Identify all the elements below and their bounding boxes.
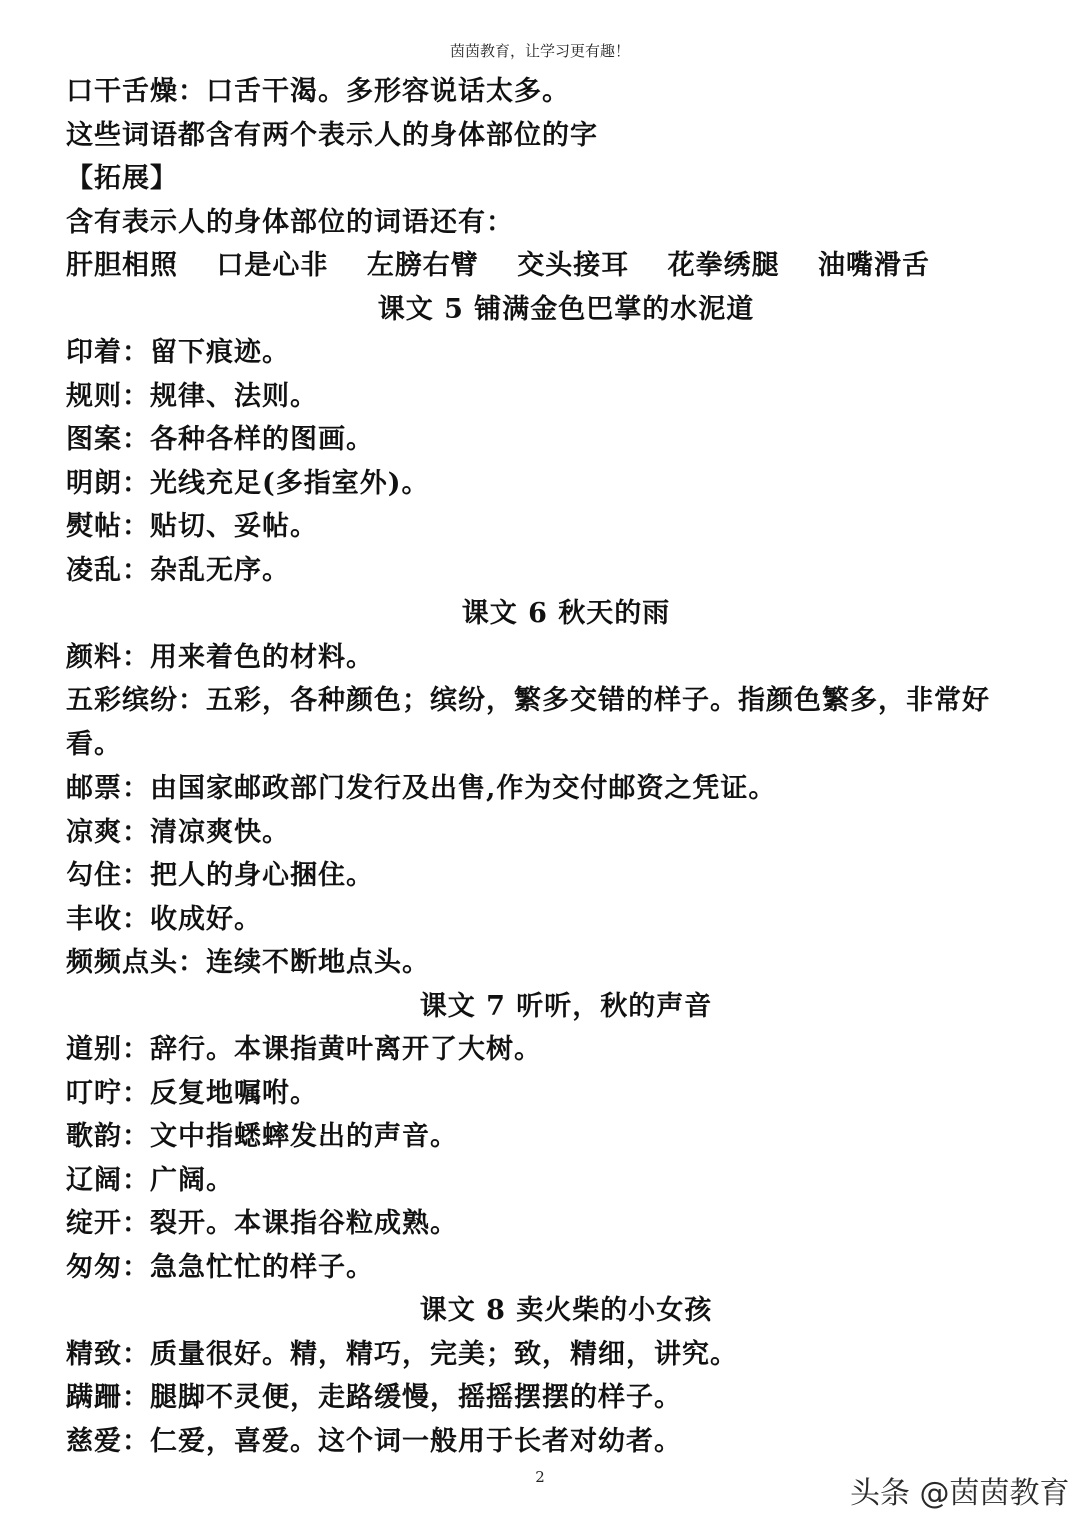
vocab-item: 叮咛：反复地嘱咐。 [66, 1077, 318, 1109]
vocab-item: 歌韵：文中指蟋蟀发出的声音。 [66, 1121, 458, 1152]
vocab-item: 频频点头：连续不断地点头。 [66, 947, 430, 978]
expand-word: 油嘴滑舌 [818, 250, 931, 281]
expand-word: 花拳绣腿 [667, 250, 780, 281]
page-header: 茵茵教育，让学习更有趣！ [449, 42, 630, 60]
vocab-item: 丰收：收成好。 [66, 903, 262, 935]
text-line: 含有表示人的身体部位的词语还有： [66, 206, 514, 238]
lesson-5-title: 课文 5 铺满金色巴掌的水泥道 [377, 293, 755, 325]
vocab-item: 明朗：光线充足(多指室外)。 [66, 467, 430, 499]
lesson-6-title: 课文 6 秋天的雨 [461, 598, 671, 629]
expand-word: 左膀右臂 [366, 250, 479, 281]
vocab-item: 绽开：裂开。本课指谷粒成熟。 [66, 1208, 458, 1239]
expand-word: 肝胆相照 [66, 250, 178, 281]
watermark: 头条 @茵茵教育 [850, 1476, 1070, 1511]
vocab-item: 邮票：由国家邮政部门发行及出售,作为交付邮资之凭证。 [66, 773, 777, 804]
vocab-item: 蹒跚：腿脚不灵便，走路缓慢，摇摇摆摆的样子。 [66, 1382, 682, 1413]
vocab-item: 凌乱：杂乱无序。 [66, 554, 290, 586]
vocab-item: 慈爱：仁爱，喜爱。这个词一般用于长者对幼者。 [66, 1425, 682, 1457]
lesson-7-title: 课文 7 听听，秋的声音 [419, 990, 713, 1022]
vocab-item: 凉爽：清凉爽快。 [66, 816, 290, 848]
expand-word-list [66, 244, 1026, 288]
vocab-item: 规则：规律、法则。 [66, 380, 318, 412]
vocab-item: 图案：各种各样的图画。 [66, 424, 374, 455]
vocab-item: 印着：留下痕迹。 [66, 337, 290, 368]
vocab-item: 精致：质量很好。精，精巧，完美；致，精细，讲究。 [66, 1338, 738, 1370]
document-body [66, 70, 1026, 1463]
vocab-item: 颜料：用来着色的材料。 [66, 641, 374, 673]
vocab-item: 匆匆：急急忙忙的样子。 [66, 1251, 374, 1283]
expand-word: 口是心非 [216, 250, 329, 281]
text-line: 这些词语都含有两个表示人的身体部位的字 [66, 119, 598, 151]
vocab-item: 辽阔：广阔。 [66, 1164, 234, 1196]
vocab-item: 勾住：把人的身心捆住。 [66, 860, 374, 891]
expand-label: 【拓展】 [66, 163, 178, 194]
lesson-8-title: 课文 8 卖火柴的小女孩 [419, 1295, 713, 1326]
vocab-item: 五彩缤纷：五彩，各种颜色；缤纷，繁多交错的样子。指颜色繁多，非常好看。 [66, 685, 990, 760]
vocab-item: 熨帖：贴切、妥帖。 [66, 511, 318, 542]
page-number: 2 [535, 1468, 545, 1486]
text-line: 口干舌燥：口舌干渴。多形容说话太多。 [66, 76, 570, 107]
vocab-item: 道别：辞行。本课指黄叶离开了大树。 [66, 1034, 542, 1065]
expand-word: 交头接耳 [517, 250, 630, 281]
